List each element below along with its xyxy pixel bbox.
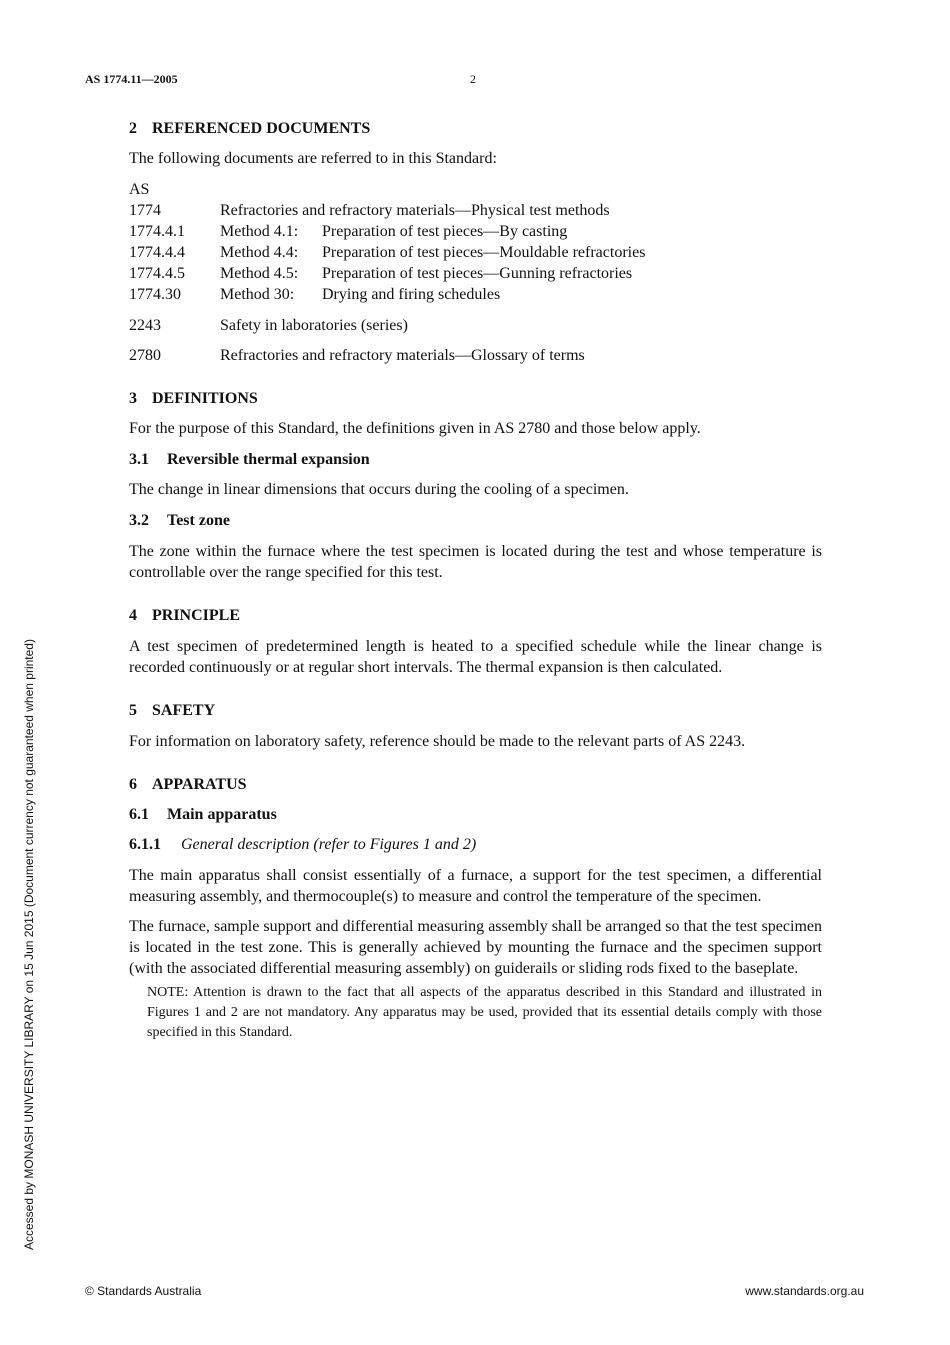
reference-row: 1774.4.1 Method 4.1: Preparation of test pieces—By casting bbox=[129, 223, 568, 240]
reference-row: 1774 Refractories and refractory materials—Physical test methods bbox=[129, 202, 610, 219]
apparatus-paragraph-2: The furnace, sample support and differential measuring assembly shall be arranged so that the test specimen is located in the test zone. This is generally achieved by mounting the furnace and the specimen support (with the associated differential measuring assembly) on guiderails or sliding rods fixed to the baseplate. bbox=[129, 918, 822, 977]
section-3-text: For the purpose of this Standard, the definitions given in AS 2780 and those below apply. bbox=[129, 420, 701, 437]
section-6-heading: 6 APPARATUS bbox=[129, 776, 247, 793]
reference-row: 1774.30 Method 30: Drying and firing schedules bbox=[129, 286, 501, 303]
section-5-text: For information on laboratory safety, reference should be made to the relevant parts of AS 2243. bbox=[129, 733, 746, 750]
reference-row: 2243 Safety in laboratories (series) bbox=[129, 317, 408, 334]
reference-group-label: AS bbox=[129, 181, 150, 198]
section-2-heading: 2 REFERENCED DOCUMENTS bbox=[129, 120, 371, 137]
footer-website: www.standards.org.au bbox=[745, 1284, 864, 1298]
reference-row: 1774.4.5 Method 4.5: Preparation of test pieces—Gunning refractories bbox=[129, 265, 633, 282]
section-6-1-heading: 6.1 Main apparatus bbox=[129, 806, 277, 823]
section-4-text: A test specimen of predetermined length is heated to a specified schedule while the linear change is recorded continuously or at regular short intervals. The thermal expansion is then calculated. bbox=[129, 638, 822, 676]
section-5-heading: 5 SAFETY bbox=[129, 702, 216, 719]
apparatus-paragraph-1: The main apparatus shall consist essentially of a furnace, a support for the test specimen, a differential measuring assembly, and thermocouple(s) to measure and control the temperature of the specimen. bbox=[129, 867, 822, 905]
reference-row: 1774.4.4 Method 4.4: Preparation of test pieces—Mouldable refractories bbox=[129, 244, 646, 261]
footer-copyright: © Standards Australia bbox=[85, 1284, 202, 1298]
page-number: 2 bbox=[470, 72, 476, 86]
definition-3-1-heading: 3.1 Reversible thermal expansion bbox=[129, 451, 370, 468]
apparatus-note: NOTE: Attention is drawn to the fact that all aspects of the apparatus described in this Standard and illustrated in Figures 1 and 2 are not mandatory. Any apparatus may be used, provided that its essential details comply with those specified in this Standard. bbox=[147, 985, 822, 1040]
definition-3-2-text: The zone within the furnace where the test specimen is located during the test and whose temperature is controllable over the range specified for this test. bbox=[129, 543, 822, 581]
document-body bbox=[129, 118, 822, 1043]
header-doc-code: AS 1774.11—2005 bbox=[85, 72, 178, 86]
access-watermark: Accessed by MONASH UNIVERSITY LIBRARY on 15 Jun 2015 (Document currency not guaranteed when printed) bbox=[22, 639, 36, 1250]
section-6-1-1-heading: 6.1.1 General description (refer to Figures 1 and 2) bbox=[129, 836, 477, 853]
section-3-heading: 3 DEFINITIONS bbox=[129, 390, 258, 407]
section-2-intro: The following documents are referred to in this Standard: bbox=[129, 150, 497, 167]
section-4-heading: 4 PRINCIPLE bbox=[129, 607, 241, 624]
definition-3-2-heading: 3.2 Test zone bbox=[129, 512, 230, 529]
reference-row: 2780 Refractories and refractory materials—Glossary of terms bbox=[129, 347, 585, 364]
definition-3-1-text: The change in linear dimensions that occurs during the cooling of a specimen. bbox=[129, 481, 629, 498]
reference-list bbox=[129, 179, 822, 366]
